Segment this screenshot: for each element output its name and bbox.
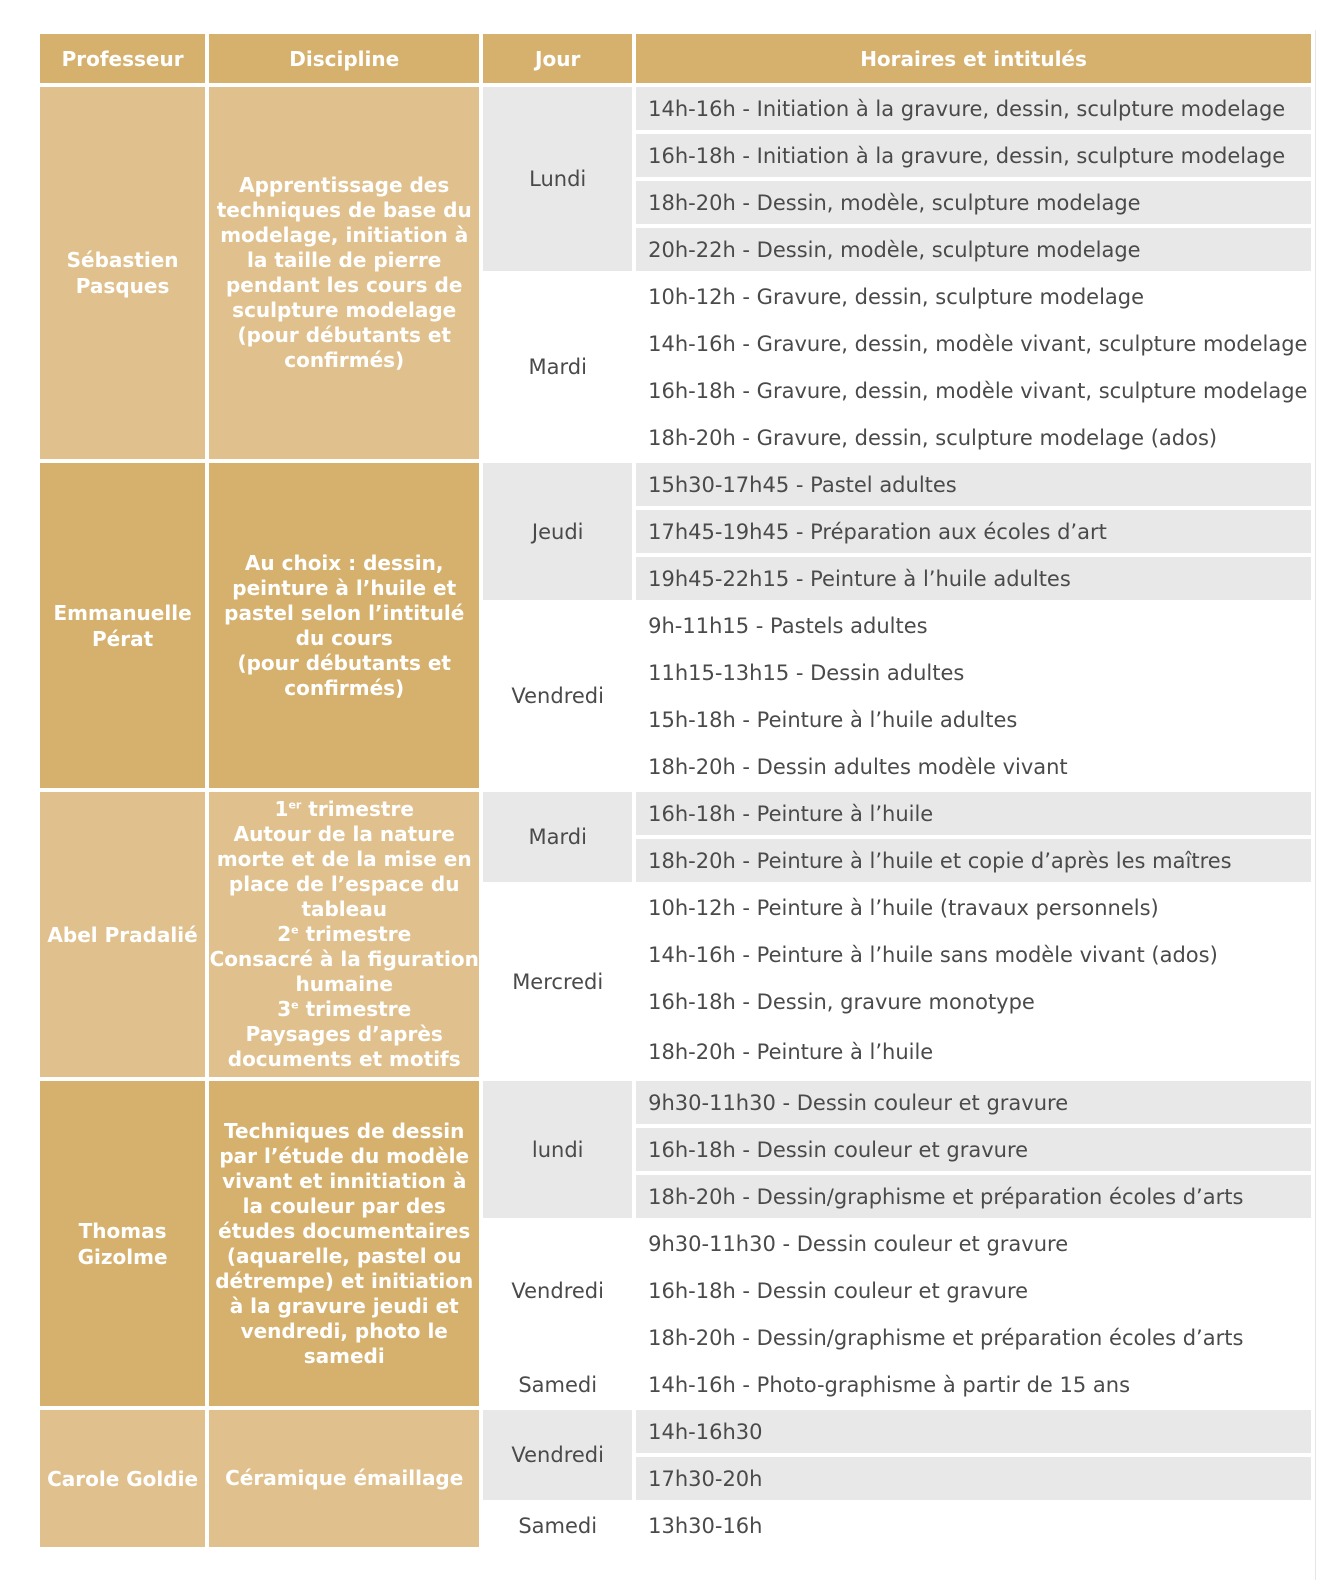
day-cell: Lundi (483, 87, 632, 271)
day-cell: Samedi (483, 1363, 632, 1406)
table-row (40, 1410, 1311, 1453)
teacher-discipline (209, 1410, 479, 1547)
day-cell: lundi (483, 1081, 632, 1218)
header-horaires: Horaires et intitulés (636, 34, 1311, 83)
schedule-wrapper (36, 30, 1316, 1580)
slot-cell: 14h-16h30 (636, 1410, 1311, 1453)
slot-cell: 17h45-19h45 - Préparation aux écoles d’art (636, 510, 1311, 553)
day-cell: Samedi (483, 1504, 632, 1547)
teacher-name: Thomas Gizolme (40, 1081, 205, 1406)
slot-cell: 18h-20h - Dessin/graphisme et préparation écoles d’arts (636, 1175, 1311, 1218)
slot-cell: 18h-20h - Dessin adultes modèle vivant (636, 745, 1311, 788)
day-cell: Jeudi (483, 463, 632, 600)
header-discipline: Discipline (209, 34, 479, 83)
teacher-name: Sébastien Pasques (40, 87, 205, 459)
day-cell: Vendredi (483, 1410, 632, 1500)
teacher-name: Emmanuelle Pérat (40, 463, 205, 788)
slot-cell: 9h-11h15 - Pastels adultes (636, 604, 1311, 647)
slot-cell: 14h-16h - Gravure, dessin, modèle vivant, sculpture modelage (636, 322, 1311, 365)
slot-cell: 10h-12h - Peinture à l’huile (travaux personnels) (636, 886, 1311, 929)
slot-cell: 13h30-16h (636, 1504, 1311, 1547)
teacher-name: Abel Pradalié (40, 792, 205, 1077)
discipline-text: Apprentissage des techniques de base du modelage, initiation à la taille de pierre pendant les cours de sculpture modelage (pour débutants et confirmés) (216, 173, 472, 372)
slot-cell: 18h-20h - Dessin, modèle, sculpture modelage (636, 181, 1311, 224)
trimester-3-label: 3e trimestre (277, 997, 412, 1021)
header-jour: Jour (483, 34, 632, 83)
discipline-text: Techniques de dessin par l’étude du modèle vivant et innitiation à la couleur par des études documentaires (aquarelle, pastel ou détrempe) et initiation à la gravure jeudi et vendredi, photo le samedi (215, 1118, 474, 1368)
discipline-text: (pour débutants et confirmés) (237, 650, 451, 700)
trimester-2-label: 2e trimestre (277, 922, 412, 946)
teacher-discipline (209, 792, 479, 1077)
slot-cell: 9h30-11h30 - Dessin couleur et gravure (636, 1081, 1311, 1124)
teacher-discipline (209, 1081, 479, 1406)
slot-cell: 18h-20h - Gravure, dessin, sculpture modelage (ados) (636, 416, 1311, 459)
day-cell: Vendredi (483, 1222, 632, 1359)
slot-cell: 16h-18h - Dessin couleur et gravure (636, 1128, 1311, 1171)
discipline-text: Céramique émaillage (225, 1466, 464, 1490)
slot-cell: 16h-18h - Peinture à l’huile (636, 792, 1311, 835)
slot-cell: 16h-18h - Dessin couleur et gravure (636, 1269, 1311, 1312)
day-cell: Mercredi (483, 886, 632, 1077)
day-cell: Mardi (483, 792, 632, 882)
header-professeur: Professeur (40, 34, 205, 83)
teacher-discipline (209, 463, 479, 788)
slot-cell: 20h-22h - Dessin, modèle, sculpture modelage (636, 228, 1311, 271)
slot-cell: 9h30-11h30 - Dessin couleur et gravure (636, 1222, 1311, 1265)
slot-cell: 19h45-22h15 - Peinture à l’huile adultes (636, 557, 1311, 600)
slot-cell: 16h-18h - Dessin, gravure monotype (636, 980, 1311, 1023)
day-cell: Vendredi (483, 604, 632, 788)
teacher-discipline (209, 87, 479, 459)
discipline-text: Au choix : dessin, peinture à l’huile et pastel selon l’intitulé du cours (224, 550, 465, 650)
slot-cell: 17h30-20h (636, 1457, 1311, 1500)
teacher-name: Carole Goldie (40, 1410, 205, 1547)
discipline-text: Autour de la nature morte et de la mise en place de l’espace du tableau (216, 822, 472, 921)
table-row (40, 1081, 1311, 1124)
slot-cell: 14h-16h - Photo-graphisme à partir de 15 ans (636, 1363, 1311, 1406)
table-row (40, 792, 1311, 835)
trimester-1-label: 1er trimestre (274, 797, 414, 821)
discipline-text: Paysages d’après documents et motifs (227, 1022, 461, 1071)
discipline-text: Consacré à la figuration humaine (209, 947, 479, 996)
slot-cell: 18h-20h - Peinture à l’huile (636, 1027, 1311, 1077)
day-cell: Mardi (483, 275, 632, 459)
slot-cell: 15h-18h - Peinture à l’huile adultes (636, 698, 1311, 741)
schedule-table (36, 30, 1315, 1551)
table-row (40, 463, 1311, 506)
header-row (40, 34, 1311, 83)
slot-cell: 14h-16h - Initiation à la gravure, dessin, sculpture modelage (636, 87, 1311, 130)
slot-cell: 11h15-13h15 - Dessin adultes (636, 651, 1311, 694)
table-row (40, 87, 1311, 130)
slot-cell: 16h-18h - Initiation à la gravure, dessin, sculpture modelage (636, 134, 1311, 177)
slot-cell: 15h30-17h45 - Pastel adultes (636, 463, 1311, 506)
slot-cell: 10h-12h - Gravure, dessin, sculpture modelage (636, 275, 1311, 318)
slot-cell: 18h-20h - Peinture à l’huile et copie d’après les maîtres (636, 839, 1311, 882)
slot-cell: 14h-16h - Peinture à l’huile sans modèle vivant (ados) (636, 933, 1311, 976)
slot-cell: 18h-20h - Dessin/graphisme et préparation écoles d’arts (636, 1316, 1311, 1359)
slot-cell: 16h-18h - Gravure, dessin, modèle vivant, sculpture modelage (636, 369, 1311, 412)
